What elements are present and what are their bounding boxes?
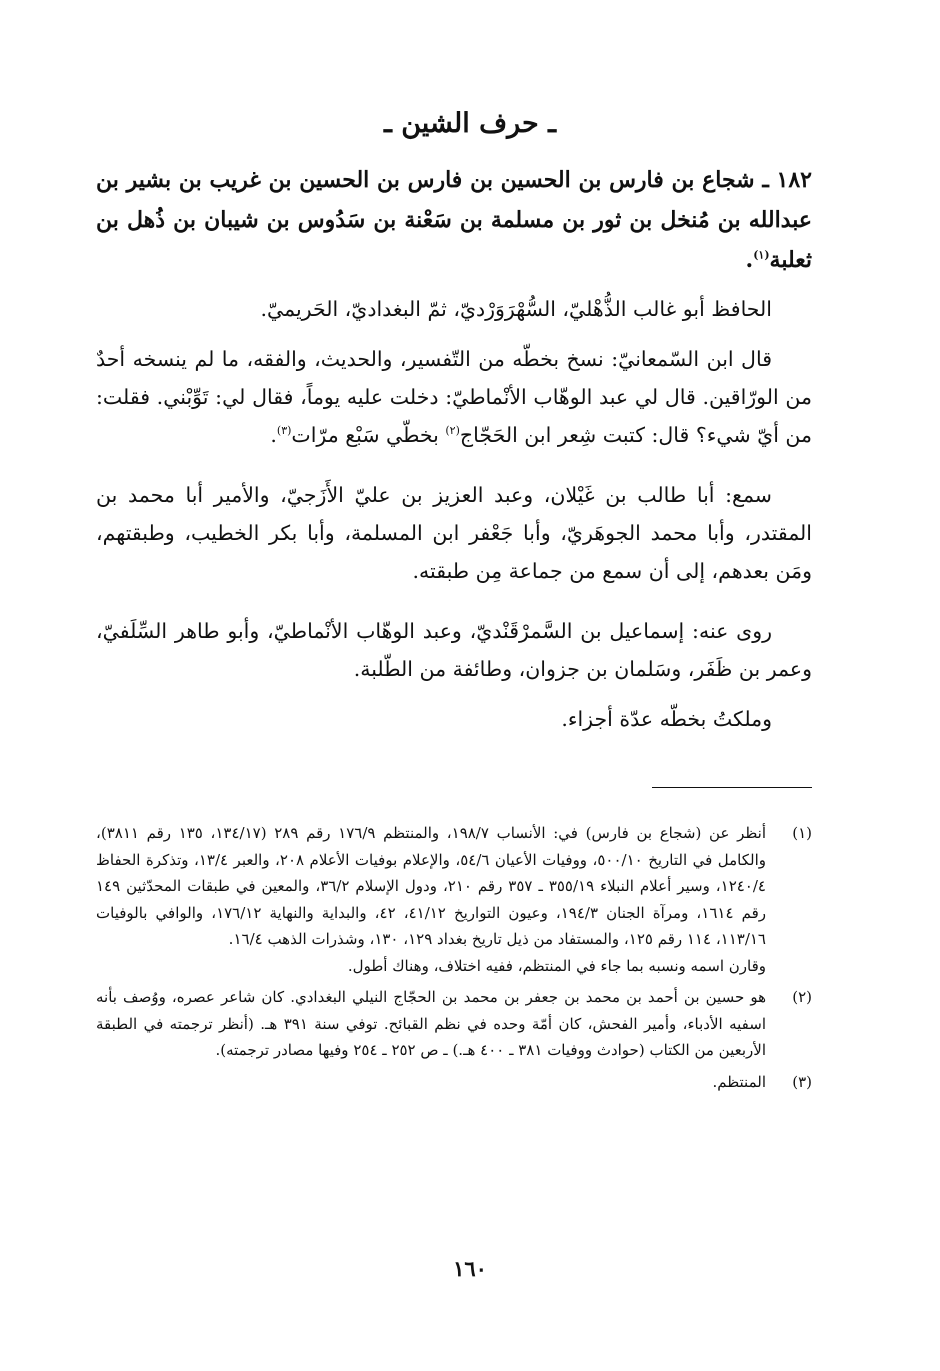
entry-heading-text: ١٨٢ ـ شجاع بن فارس بن الحسين بن فارس بن الحسين بن غريب بن بشير بن عبدالله بن مُنخل بن ثور بن مسلمة بن سَعْنة بن سَدُوس بن شيبان بن ذُهل بن ثعلبة	[96, 167, 812, 273]
footnote-ref-3: (٣)	[276, 424, 292, 438]
footnotes	[96, 820, 812, 1100]
footnote-ref-1: (١)	[753, 248, 770, 262]
footnote-number: (١)	[792, 824, 812, 842]
paragraph-nisba	[96, 290, 812, 328]
paragraph-samani: قال ابن السّمعانيّ: نسخ بخطّه من التّفسير، والحديث، والفقه، ما لم ينسخه أحدٌ من الورّاقين. قال لي عبد الوهّاب الأنْماطيّ: دخلت عليه يوماً، فقال لي: تَوِّبْني. فقلت: من أيّ شيء؟ قال: كتبت شِعر ابن الحَجّاج$^{(٢)}$ بخطّي سَبْع مرّات$^{(٣)}$.	[96, 347, 812, 447]
footnote-3	[96, 1069, 812, 1096]
footnote-1	[96, 820, 812, 979]
paragraph-text: الحافظ أبو غالب الذُّهْليّ، السُّهْرَوَرْديّ، ثمّ البغداديّ، الحَريميّ.	[260, 297, 772, 321]
footnote-text	[96, 820, 766, 979]
paragraph-text: سمع: أبا طالب بن غَيْلان، وعبد العزيز بن عليّ الأَزَجيّ، والأمير أبا محمد بن المقتدر، وأبا محمد الجوهَريّ، وأبا جَعْفر ابن المسلمة، وأبا بكر الخطيب، وطبقتهم، ومَن بعدهم، إلى أن سمع من جماعة مِن طبقته.	[96, 483, 812, 583]
footnote-line: هو حسين بن أحمد بن محمد بن جعفر بن محمد بن الحجّاج النيلي البغدادي. كان شاعر عصره، ووُصف بأنه اسفيه الأدباء، وأمير الفحش، كان أمّة وحده في نظم القبائح. توفي سنة ٣٩١ هـ. (أنظر ترجمته في الطبقة الأربعين من الكتاب (حوادث ووفيات ٣٨١ ـ ٤٠٠ هـ.) ـ ص ٢٥٢ ـ ٢٥٤ وفيها مصادر ترجمته).	[96, 988, 766, 1059]
footnote-divider	[652, 787, 812, 788]
paragraph-tail: بخطّي سَبْع مرّات	[291, 423, 446, 447]
paragraph-text: روى عنه: إسماعيل بن السَّمرْقَنْديّ، وعبد الوهّاب الأنْماطيّ، وأبو طاهر السِّلَفيّ، وعمر بن ظَفَر، وسَلمان بن جزوان، وطائفة من الطّلبة.	[96, 619, 812, 681]
page-number: ١٦٠	[453, 1256, 487, 1281]
footnote-number: (٣)	[792, 1072, 812, 1091]
paragraph-teachers	[96, 476, 812, 590]
paragraph-manuscripts	[96, 700, 812, 738]
paragraph-students	[96, 612, 812, 688]
footnote-2	[96, 984, 812, 1064]
chapter-title: ـ حرف الشين ـ	[383, 108, 557, 139]
footnote-line: أنظر عن (شجاع بن فارس) في: الأنساب ١٩٨/٧، والمنتظم ١٧٦/٩ رقم ٢٨٩ (١٣٤/١٧، ١٣٥ رقم ٣٨١١)، والكامل في التاريخ ٥٠٠/١٠، ووفيات الأعيان ٥٤/٦، والإعلام بوفيات الأعلام ٢٠٨، والعبر ١٣/٤، وتذكرة الحفاظ ١٢٤٠/٤، وسير أعلام النبلاء ٣٥٥/١٩ ـ ٣٥٧ رقم ٢١٠، ودول الإسلام ٣٦/٢، والمعين في طبقات المحدّثين ١٤٩ رقم ١٦١٤، ومرآة الجنان ١٩٤/٣، وعيون التواريخ ٤١/١٢، ٤٢، والبداية والنهاية ١٧٦/١٢، والوافي بالوفيات ١١٣/١٦، ١١٤ رقم ١٢٥، والمستفاد من ذيل تاريخ بغداد ١٢٩، ١٣٠، وشذرات الذهب ١٦/٤.	[96, 824, 767, 948]
paragraph-text: قال ابن السّمعانيّ: نسخ بخطّه من التّفسير، والحديث، والفقه، ما لم ينسخه أحدٌ من الورّاقين. قال لي عبد الوهّاب الأنْماطيّ: دخلت عليه يوماً، فقال لي: تَوِّبْني. فقلت: من أيّ شيء؟ قال: كتبت شِعر ابن الحَجّاج	[96, 347, 812, 447]
entry-body	[96, 160, 812, 750]
footnote-text	[96, 1069, 766, 1096]
entry-heading: ١٨٢ ـ شجاع بن فارس بن الحسين بن فارس بن الحسين بن غريب بن بشير بن عبدالله بن مُنخل بن ثور بن مسلمة بن سَعْنة بن سَدُوس بن شيبان بن ذُهل بن ثعلبة$^{(١)}$.	[96, 167, 812, 273]
footnote-number: (٢)	[792, 988, 812, 1006]
paragraph-text: وملكتُ بخطّه عدّة أجزاء.	[561, 707, 772, 731]
footnote-line: وقارن اسمه ونسبه بما جاء في المنتظم، ففيه اختلاف، وهناك أطول.	[347, 956, 766, 975]
footnote-line: المنتظم.	[712, 1072, 766, 1091]
footnote-text	[96, 984, 766, 1064]
footnote-ref-2: (٢)	[445, 424, 460, 438]
